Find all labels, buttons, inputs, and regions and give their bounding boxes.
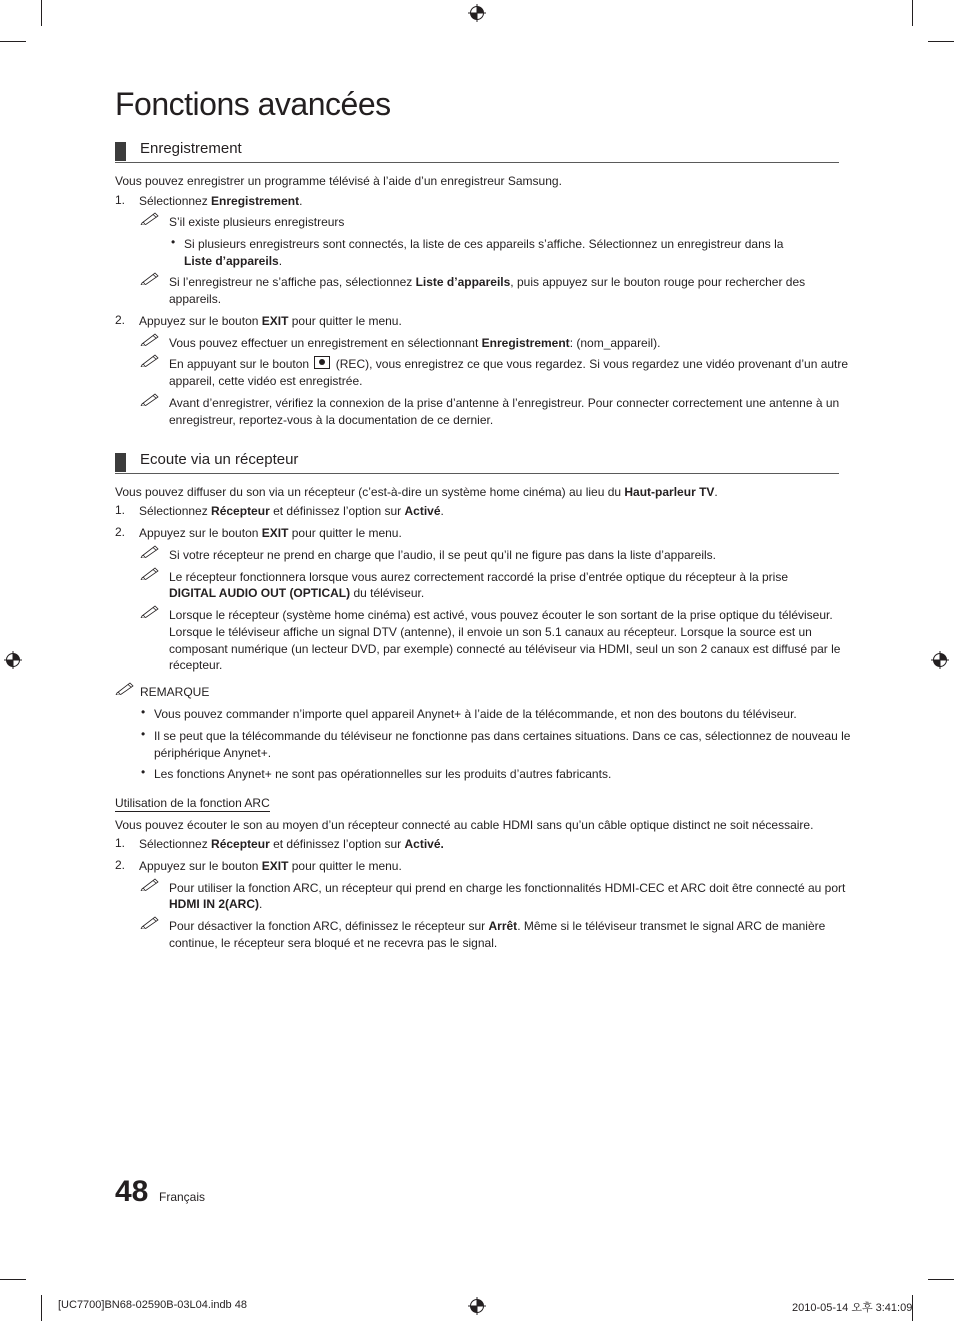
text: . — [714, 485, 718, 499]
text: . — [259, 897, 263, 911]
record-button-icon — [314, 356, 330, 369]
text: Appuyez sur le bouton — [139, 859, 262, 873]
paragraph: Vous pouvez écouter le son au moyen d’un récepteur connecté au cable HDMI sans qu’un câble optique distinct ne soit nécessaire. — [115, 818, 814, 832]
bullet-text: Les fonctions Anynet+ ne sont pas opérationnelles sur les produits d’autres fabricants. — [154, 767, 612, 781]
paragraph — [115, 484, 718, 501]
bullet-text — [184, 253, 282, 270]
text: (REC), vous enregistrez ce que vous regardez. Si vous regardez une vidéo provenant d’un autre — [332, 357, 849, 371]
bold-text: Haut-parleur TV — [624, 485, 715, 499]
bold-text: EXIT — [261, 859, 289, 873]
text: et définissez l’option sur — [269, 504, 405, 518]
crop-mark — [928, 41, 954, 42]
remarque-label: REMARQUE — [140, 685, 210, 699]
text: et définissez l’option sur — [269, 837, 405, 851]
footer-file-info: [UC7700]BN68-02590B-03L04.indb 48 — [58, 1299, 247, 1311]
footer-datetime: 2010-05-14 오후 3:41:09 — [792, 1302, 913, 1314]
registration-mark-icon — [468, 1297, 486, 1315]
step-number: 2. — [115, 858, 126, 872]
note-pencil-icon — [140, 332, 160, 346]
note-text — [169, 335, 660, 352]
heading-bar — [115, 142, 126, 161]
crop-mark — [41, 1295, 42, 1321]
note-text — [169, 274, 805, 291]
bold-text: Liste d’appareils — [184, 254, 279, 268]
bold-text: Liste d’appareils — [415, 275, 511, 289]
bold-text: EXIT — [261, 314, 289, 328]
step-number: 1. — [115, 503, 126, 517]
text: . — [440, 504, 444, 518]
step-number: 1. — [115, 193, 126, 207]
text: Pour désactiver la fonction ARC, définissez le récepteur sur — [169, 919, 489, 933]
bold-text: EXIT — [261, 526, 289, 540]
paragraph: Vous pouvez enregistrer un programme télévisé à l’aide d’un enregistreur Samsung. — [115, 174, 562, 188]
bold-text: HDMI IN 2(ARC) — [169, 897, 259, 911]
text: Vous pouvez diffuser du son via un récepteur (c’est-à-dire un système home cinéma) au lieu du — [115, 485, 625, 499]
step-text — [139, 193, 302, 210]
text: Sélectionnez — [139, 194, 212, 208]
section-heading-ecoute — [115, 451, 839, 474]
page-title: Fonctions avancées — [115, 86, 391, 122]
note-text — [169, 896, 262, 913]
bullet-icon: • — [171, 235, 176, 249]
step-text — [139, 858, 402, 875]
text: pour quitter le menu. — [288, 526, 402, 540]
step-text — [139, 525, 402, 542]
section-heading-enregistrement — [115, 140, 839, 163]
text: . Même si le téléviseur transmet le signal ARC de manière — [517, 919, 826, 933]
bullet-icon: • — [141, 727, 146, 741]
note-pencil-icon — [115, 681, 135, 695]
note-pencil-icon — [140, 271, 160, 285]
note-text: Lorsque le téléviseur affiche un signal DTV (antenne), il envoie un son 5.1 canaux au récepteur. Lorsque la source est un — [169, 625, 812, 639]
note-text: continue, le récepteur sera bloqué et ne recevra pas le signal. — [169, 936, 498, 950]
step-text — [139, 313, 402, 330]
text: : (nom_appareil). — [569, 336, 661, 350]
note-text: composant numérique (un lecteur DVD, par exemple) connecté au téléviseur via HDMI, seul un son 2 canaux est diffusé par le — [169, 642, 841, 656]
text: . — [299, 194, 303, 208]
heading-bar — [115, 453, 126, 472]
section-heading-text: Ecoute via un récepteur — [140, 451, 299, 468]
text: pour quitter le menu. — [288, 859, 402, 873]
bold-text: Enregistrement — [481, 336, 570, 350]
step-text — [139, 836, 444, 853]
note-pencil-icon — [140, 877, 160, 891]
registration-mark-icon — [4, 651, 22, 669]
text: pour quitter le menu. — [288, 314, 402, 328]
section-heading-text: Enregistrement — [140, 140, 242, 157]
crop-mark — [912, 0, 913, 26]
bullet-text: Il se peut que la télécommande du téléviseur ne fonctionne pas dans certaines situations. Dans ce cas, sélectionnez de nouveau le — [154, 729, 851, 743]
text: Appuyez sur le bouton — [139, 526, 262, 540]
note-pencil-icon — [140, 544, 160, 558]
note-pencil-icon — [140, 915, 160, 929]
registration-mark-icon — [931, 651, 949, 669]
note-text: Pour utiliser la fonction ARC, un récepteur qui prend en charge les fonctionnalités HDMI-CEC et ARC doit être connecté au port — [169, 881, 846, 895]
note-pencil-icon — [140, 392, 160, 406]
note-text — [169, 918, 825, 935]
note-pencil-icon — [140, 353, 160, 367]
bullet-text: Vous pouvez commander n’importe quel appareil Anynet+ à l’aide de la télécommande, et non des boutons du téléviseur. — [154, 707, 797, 721]
text: , puis appuyez sur le bouton rouge pour rechercher des — [510, 275, 806, 289]
bold-text: Activé. — [404, 837, 444, 851]
step-number: 1. — [115, 836, 126, 850]
note-pencil-icon — [140, 211, 160, 225]
note-pencil-icon — [140, 604, 160, 618]
text: du téléviseur. — [350, 586, 425, 600]
bold-text: Enregistrement — [211, 194, 300, 208]
note-text — [169, 356, 848, 373]
text: Si l’enregistreur ne s’affiche pas, sélectionnez — [169, 275, 416, 289]
bold-text: DIGITAL AUDIO OUT (OPTICAL) — [169, 586, 351, 600]
bold-text: Activé — [404, 504, 441, 518]
subsection-heading-arc: Utilisation de la fonction ARC — [115, 796, 270, 810]
crop-mark — [41, 0, 42, 26]
note-text: récepteur. — [169, 658, 223, 672]
note-text: appareil, cette vidéo est enregistrée. — [169, 374, 363, 388]
text: Sélectionnez — [139, 837, 212, 851]
note-text: Si votre récepteur ne prend en charge que l’audio, il se peut qu’il ne figure pas dans la liste d’appareils. — [169, 548, 717, 562]
note-text: enregistreur, reportez-vous à la documentation de ce dernier. — [169, 413, 494, 427]
step-number: 2. — [115, 313, 126, 327]
note-text: appareils. — [169, 292, 222, 306]
page-language: Français — [159, 1190, 206, 1204]
bold-text: Récepteur — [211, 837, 270, 851]
note-pencil-icon — [140, 566, 160, 580]
crop-mark — [0, 1279, 26, 1280]
bullet-icon: • — [141, 765, 146, 779]
text: Vous pouvez effectuer un enregistrement en sélectionnant — [169, 336, 482, 350]
text: . — [278, 254, 283, 268]
bullet-icon: • — [141, 705, 146, 719]
crop-mark — [928, 1279, 954, 1280]
text: Appuyez sur le bouton — [139, 314, 262, 328]
bullet-text: Si plusieurs enregistreurs sont connectés, la liste de ces appareils s’affiche. Sélectionnez un enregistreur dans la — [184, 237, 784, 251]
text: En appuyant sur le bouton — [169, 357, 313, 371]
step-number: 2. — [115, 525, 126, 539]
note-text: Le récepteur fonctionnera lorsque vous aurez correctement raccordé la prise d’entrée optique du récepteur à la prise — [169, 570, 789, 584]
registration-mark-icon — [468, 4, 486, 22]
bold-text: Arrêt — [488, 919, 518, 933]
page-number: 48 — [115, 1175, 149, 1208]
bold-text: Récepteur — [211, 504, 270, 518]
bullet-text: périphérique Anynet+. — [154, 746, 272, 760]
crop-mark — [0, 41, 26, 42]
step-text — [139, 503, 444, 520]
note-text: Lorsque le récepteur (système home cinéma) est activé, vous pouvez écouter le son sortant de la prise optique du téléviseur. — [169, 608, 833, 622]
note-text: S’il existe plusieurs enregistreurs — [169, 215, 345, 229]
note-text: Avant d’enregistrer, vérifiez la connexion de la prise d’antenne à l’enregistreur. Pour connecter correctement une antenne à un — [169, 396, 840, 410]
text: Sélectionnez — [139, 504, 212, 518]
note-text — [169, 585, 424, 602]
